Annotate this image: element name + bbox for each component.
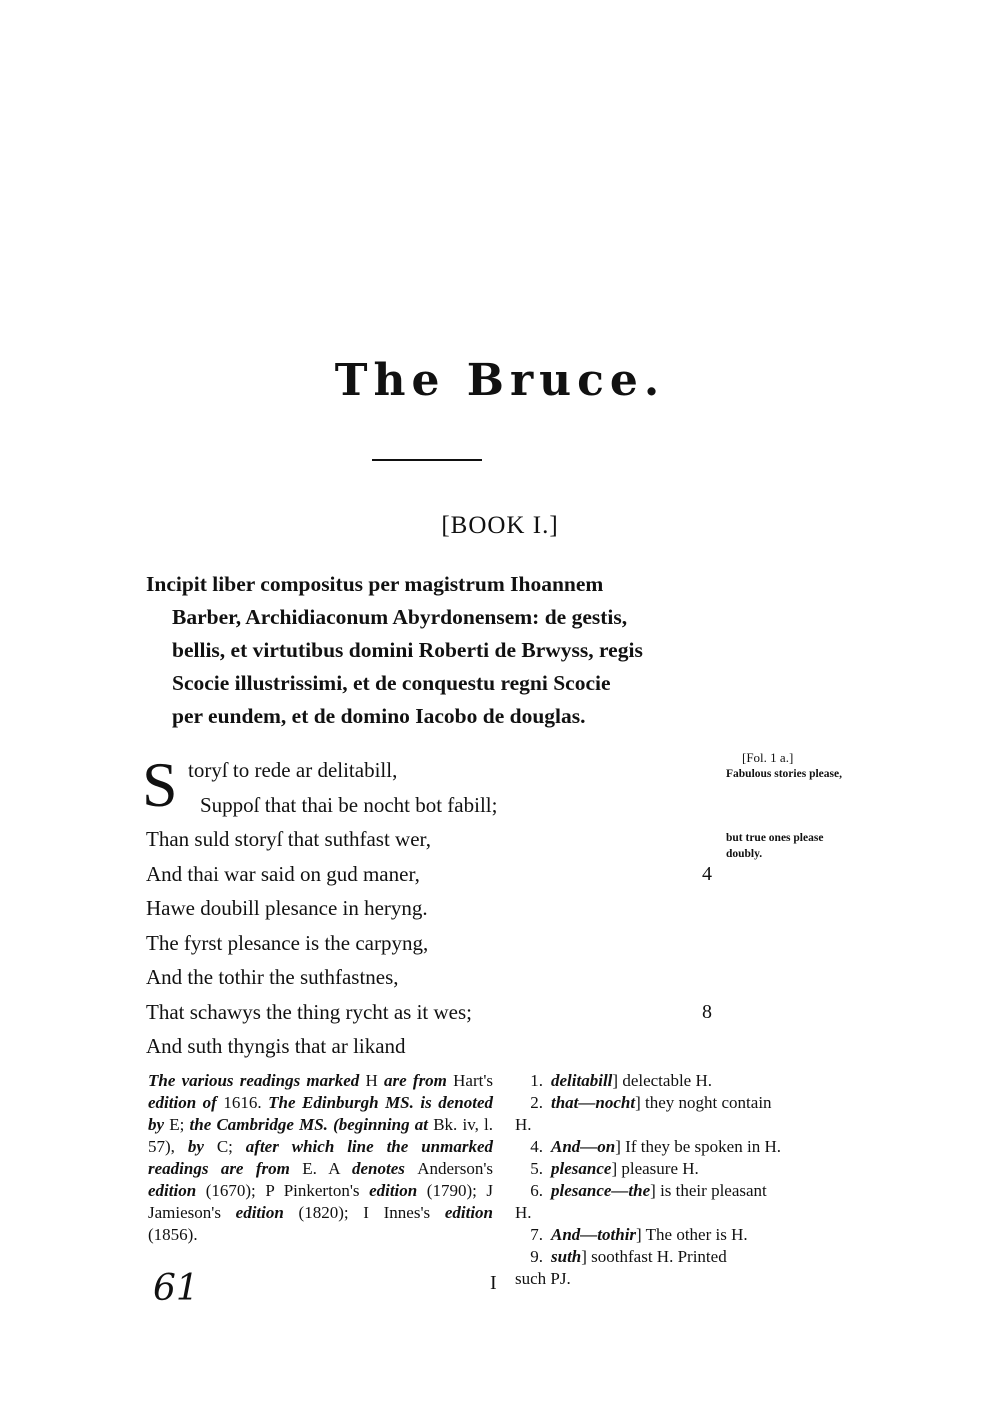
reading-text: The other is H. (645, 1225, 748, 1244)
lemma-bracket: ] (635, 1093, 646, 1112)
reading-number: 6. (530, 1181, 543, 1200)
reading-lemma: delitabill (551, 1071, 613, 1090)
reading-number: 1. (530, 1071, 543, 1090)
page-title: The Bruce. (334, 355, 666, 406)
margin-note: Fabulous stories please, (726, 768, 842, 780)
lemma-bracket: ] (581, 1247, 592, 1266)
incipit-first-line: Incipit liber compositus per magistrum Ihoannem (146, 572, 604, 596)
reading-lemma: And—on (551, 1137, 616, 1156)
footnote-run: (1820); I Innes's (298, 1203, 445, 1222)
verse-block (142, 749, 726, 1064)
footnote-run: E. A (302, 1159, 352, 1178)
reading-number: 5. (530, 1159, 543, 1178)
footnote-run: edition (148, 1181, 206, 1200)
footnote-run: E; (169, 1115, 190, 1134)
footnote-run: denotes (351, 1159, 418, 1178)
reading-number: 4. (530, 1137, 543, 1156)
incipit-line: Barber, Archidiaconum Abyrdonensem: de gestis, (172, 605, 628, 629)
footnote-run: (1790); J Jamieson's (148, 1181, 494, 1222)
footnote-run: 1616. (223, 1093, 269, 1112)
verse-line-text: toryſ to rede ar delitabill, (188, 758, 398, 782)
verse-line-text: Hawe doubill plesance in heryng. (146, 896, 428, 920)
reading-text: If they be spoken in H. (625, 1137, 781, 1156)
incipit-block (146, 568, 726, 733)
verse-line-text: Than suld storyſ that suthfast wer, (146, 827, 431, 851)
reading-text: delectable H. (622, 1071, 712, 1090)
verse-line (146, 788, 726, 823)
reading-number: 7. (530, 1225, 543, 1244)
reading-text: H. (515, 1115, 532, 1134)
lemma-bracket: ] (615, 1137, 626, 1156)
footnote-run: by (187, 1137, 217, 1156)
footnote-run: (1856). (148, 1225, 198, 1244)
reading-item (515, 1070, 860, 1092)
verse-line-text: And suth thyngis that ar likand (146, 1034, 406, 1058)
lemma-bracket: ] (611, 1159, 622, 1178)
footnote-run: H (365, 1071, 385, 1090)
reading-text: such PJ. (515, 1269, 571, 1288)
footnote-run: Anderson's (417, 1159, 493, 1178)
reading-item (515, 1180, 860, 1202)
reading-lemma: plesance (551, 1159, 612, 1178)
reading-item (515, 1246, 860, 1268)
footnote-run: are from (384, 1071, 454, 1090)
verse-line (146, 857, 726, 892)
footnote-run: edition of (148, 1093, 224, 1112)
reading-item (515, 1158, 860, 1180)
verse-line-text: The fyrst plesance is the carpyng, (146, 930, 429, 955)
verse-line-text: Suppoſ that thai be nocht bot fabill; (200, 792, 498, 817)
footnote-editions (148, 1070, 493, 1246)
footnote-run: edition (369, 1181, 427, 1200)
reading-lemma: plesance—the (551, 1181, 651, 1200)
verse-line (146, 822, 726, 857)
incipit-line: Scocie illustrissimi, et de conquestu regni Scocie (172, 671, 611, 695)
verse-line (146, 1029, 726, 1064)
reading-text: is their pleasant (660, 1181, 767, 1200)
margin-note: but true ones please doubly. (726, 832, 824, 860)
reading-item (515, 1092, 860, 1114)
verse-line-text: That schawys the thing rycht as it wes; (146, 999, 473, 1024)
verse-line (146, 891, 726, 926)
lemma-bracket: ] (636, 1225, 646, 1244)
reading-text: they noght contain (645, 1093, 772, 1112)
line-number: 4 (702, 862, 712, 885)
lemma-bracket: ] (650, 1181, 661, 1200)
reading-number: 2. (530, 1093, 543, 1112)
reading-text: soothfast H. Printed (591, 1247, 727, 1266)
incipit-line: bellis, et virtutibus domini Roberti de Brwyss, regis (172, 638, 643, 662)
drop-cap: S (142, 749, 178, 820)
lemma-bracket: ] (612, 1071, 623, 1090)
footnote-run: edition (444, 1203, 494, 1222)
reading-lemma: that—nocht (551, 1093, 636, 1112)
footnote-run: after which line the unmarked readings are from (148, 1137, 494, 1178)
reading-item (515, 1202, 860, 1224)
footnote-run: Bk. iv, l. 57), (148, 1115, 494, 1156)
handwritten-mark: 61 (153, 1268, 199, 1309)
verse-line (146, 926, 726, 961)
reading-lemma: And—tothir (551, 1225, 637, 1244)
reading-text: H. (515, 1203, 532, 1222)
reading-number: 9. (530, 1247, 543, 1266)
verse-line (146, 753, 726, 788)
footnote-run: (1670); P Pinkerton's (205, 1181, 370, 1200)
reading-item (515, 1114, 860, 1136)
footnote-run: The various readings marked (148, 1071, 366, 1090)
footnote-run: the Cambridge MS. (beginning at (189, 1115, 434, 1134)
reading-lemma: suth (551, 1247, 582, 1266)
folio-reference: [Fol. 1 a.] (742, 750, 794, 765)
footnote-run: Hart's (453, 1071, 494, 1090)
line-number: 8 (702, 1000, 712, 1023)
book-heading: [BOOK I.] (441, 512, 559, 539)
footnote-run: The Edinburgh MS. is denoted by (148, 1093, 494, 1134)
verse-line-text: And the tothir the suthfastnes, (146, 965, 399, 989)
page-number: I (490, 1272, 497, 1294)
footnote-run: edition (235, 1203, 299, 1222)
verse-line (146, 960, 726, 995)
title-rule (372, 459, 482, 461)
reading-item (515, 1224, 860, 1246)
verse-line (146, 995, 726, 1030)
reading-text: pleasure H. (621, 1159, 699, 1178)
reading-item (515, 1136, 860, 1158)
incipit-line: per eundem, et de domino Iacobo de douglas. (172, 704, 586, 728)
reading-item (515, 1268, 860, 1290)
footnote-readings (515, 1070, 860, 1290)
footnote-run: C; (216, 1137, 246, 1156)
verse-line-text: And thai war said on gud maner, (146, 861, 420, 886)
